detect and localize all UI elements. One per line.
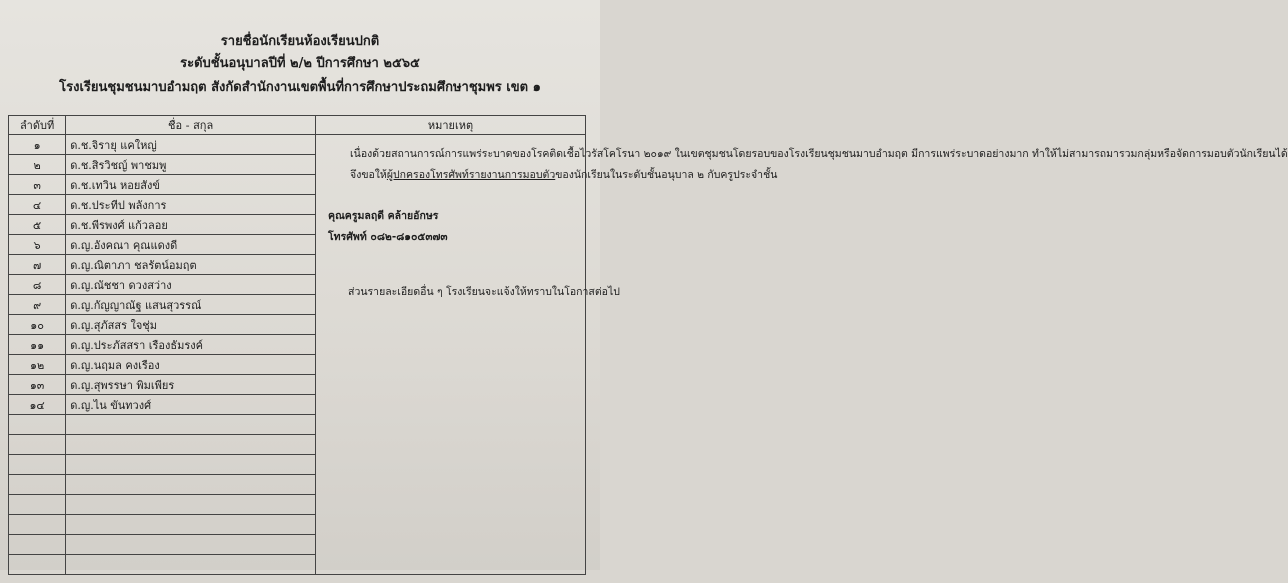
row-number xyxy=(9,475,66,495)
student-name xyxy=(66,475,316,495)
student-name: ด.ญ.กัญญาณัฐ แสนสุวรรณ์ xyxy=(66,295,316,315)
school-line: โรงเรียนชุมชนมาบอำมฤต สังกัดสำนักงานเขตพื้นที่การศึกษาประถมศึกษาชุมพร เขต ๑ xyxy=(59,80,541,95)
column-header-name: ชื่อ - สกุล xyxy=(66,116,316,135)
remarks-cell xyxy=(316,135,1288,575)
document-title: รายชื่อนักเรียนห้องเรียนปกติ xyxy=(220,34,380,49)
row-number: ๑๒ xyxy=(9,355,66,375)
column-header-number: ลำดับที่ xyxy=(9,116,66,135)
student-name xyxy=(66,435,316,455)
student-name: ด.ช.เทวิน หอยสังข์ xyxy=(66,175,316,195)
footer-note: ส่วนรายละเอียดอื่น ๆ โรงเรียนจะแจ้งให้ทราบในโอกาสต่อไป xyxy=(348,286,620,298)
student-name xyxy=(66,555,316,575)
student-name xyxy=(66,515,316,535)
student-name: ด.ช.พีรพงศ์ แก้วลอย xyxy=(66,215,316,235)
student-name: ด.ญ.สุภัสสร ใจชุ่ม xyxy=(66,315,316,335)
student-name xyxy=(66,495,316,515)
student-name: ด.ญ.ไน ขันทวงศ์ xyxy=(66,395,316,415)
student-name: ด.ญ.ประภัสสรา เรืองธัมรงค์ xyxy=(66,335,316,355)
remarks-underlined-request: ผู้ปกครองโทรศัพท์รายงานการมอบตัว xyxy=(386,169,556,181)
student-name xyxy=(66,455,316,475)
remarks-paragraph-2-rest: ของนักเรียนในระดับชั้นอนุบาล ๒ กับครูประจำชั้น xyxy=(555,169,778,181)
row-number xyxy=(9,455,66,475)
student-name: ด.ญ.อังคณา คุณแดงดี xyxy=(66,235,316,255)
row-number: ๗ xyxy=(9,255,66,275)
row-number xyxy=(9,555,66,575)
student-name: ด.ญ.สุพรรษา พิมเพียร xyxy=(66,375,316,395)
remarks-paragraph-2-lead: จึงขอให้ xyxy=(350,169,387,181)
row-number: ๑๔ xyxy=(9,395,66,415)
row-number: ๔ xyxy=(9,195,66,215)
row-number: ๑๓ xyxy=(9,375,66,395)
contact-phone: โทรศัพท์ ๐๘๒-๘๑๐๕๓๗๓ xyxy=(328,231,448,243)
row-number: ๖ xyxy=(9,235,66,255)
student-name xyxy=(66,535,316,555)
row-number xyxy=(9,515,66,535)
remarks-content xyxy=(320,126,1288,583)
roster-body xyxy=(9,135,1288,575)
student-name: ด.ญ.ณัชชา ดวงสว่าง xyxy=(66,275,316,295)
student-roster-table xyxy=(8,115,1288,575)
row-number xyxy=(9,535,66,555)
row-number: ๑ xyxy=(9,135,66,155)
row-number: ๒ xyxy=(9,155,66,175)
row-number xyxy=(9,415,66,435)
row-number: ๕ xyxy=(9,215,66,235)
remarks-paragraph-1: เนื่องด้วยสถานการณ์การแพร่ระบาดของโรคติดเชื้อไวรัสโคโรนา ๒๐๑๙ ในเขตชุมชนโดยรอบของโรงเรียนชุมชนมาบอำมฤต มีการแพร่ระบาดอย่างมาก ทำให้ไม่สามารถมารวมกลุ่มหรือจัดการมอบตัวนักเรียนได้ xyxy=(350,148,1288,160)
table-row xyxy=(9,135,586,155)
row-number: ๑๐ xyxy=(9,315,66,335)
row-number: ๑๑ xyxy=(9,335,66,355)
student-name: ด.ญ.นฤมล คงเรือง xyxy=(66,355,316,375)
row-number xyxy=(9,495,66,515)
class-level-line: ระดับชั้นอนุบาลปีที่ ๒/๒ ปีการศึกษา ๒๕๖๕ xyxy=(180,56,420,71)
column-header-remarks: หมายเหตุ xyxy=(316,116,586,135)
student-name: ด.ช.จิรายุ แคใหญ่ xyxy=(66,135,316,155)
student-name xyxy=(66,415,316,435)
remarks-paragraph-2 xyxy=(328,165,778,186)
row-number: ๘ xyxy=(9,275,66,295)
student-name: ด.ช.สิรวิชญ์ พาชมพู xyxy=(66,155,316,175)
contact-teacher-name: คุณครูมลฤดี คล้ายอักษร xyxy=(328,210,439,222)
row-number xyxy=(9,435,66,455)
student-name: ด.ช.ประทีป พลังการ xyxy=(66,195,316,215)
row-number: ๓ xyxy=(9,175,66,195)
row-number: ๙ xyxy=(9,295,66,315)
student-name: ด.ญ.ณิตาภา ชลรัตน์อมฤต xyxy=(66,255,316,275)
